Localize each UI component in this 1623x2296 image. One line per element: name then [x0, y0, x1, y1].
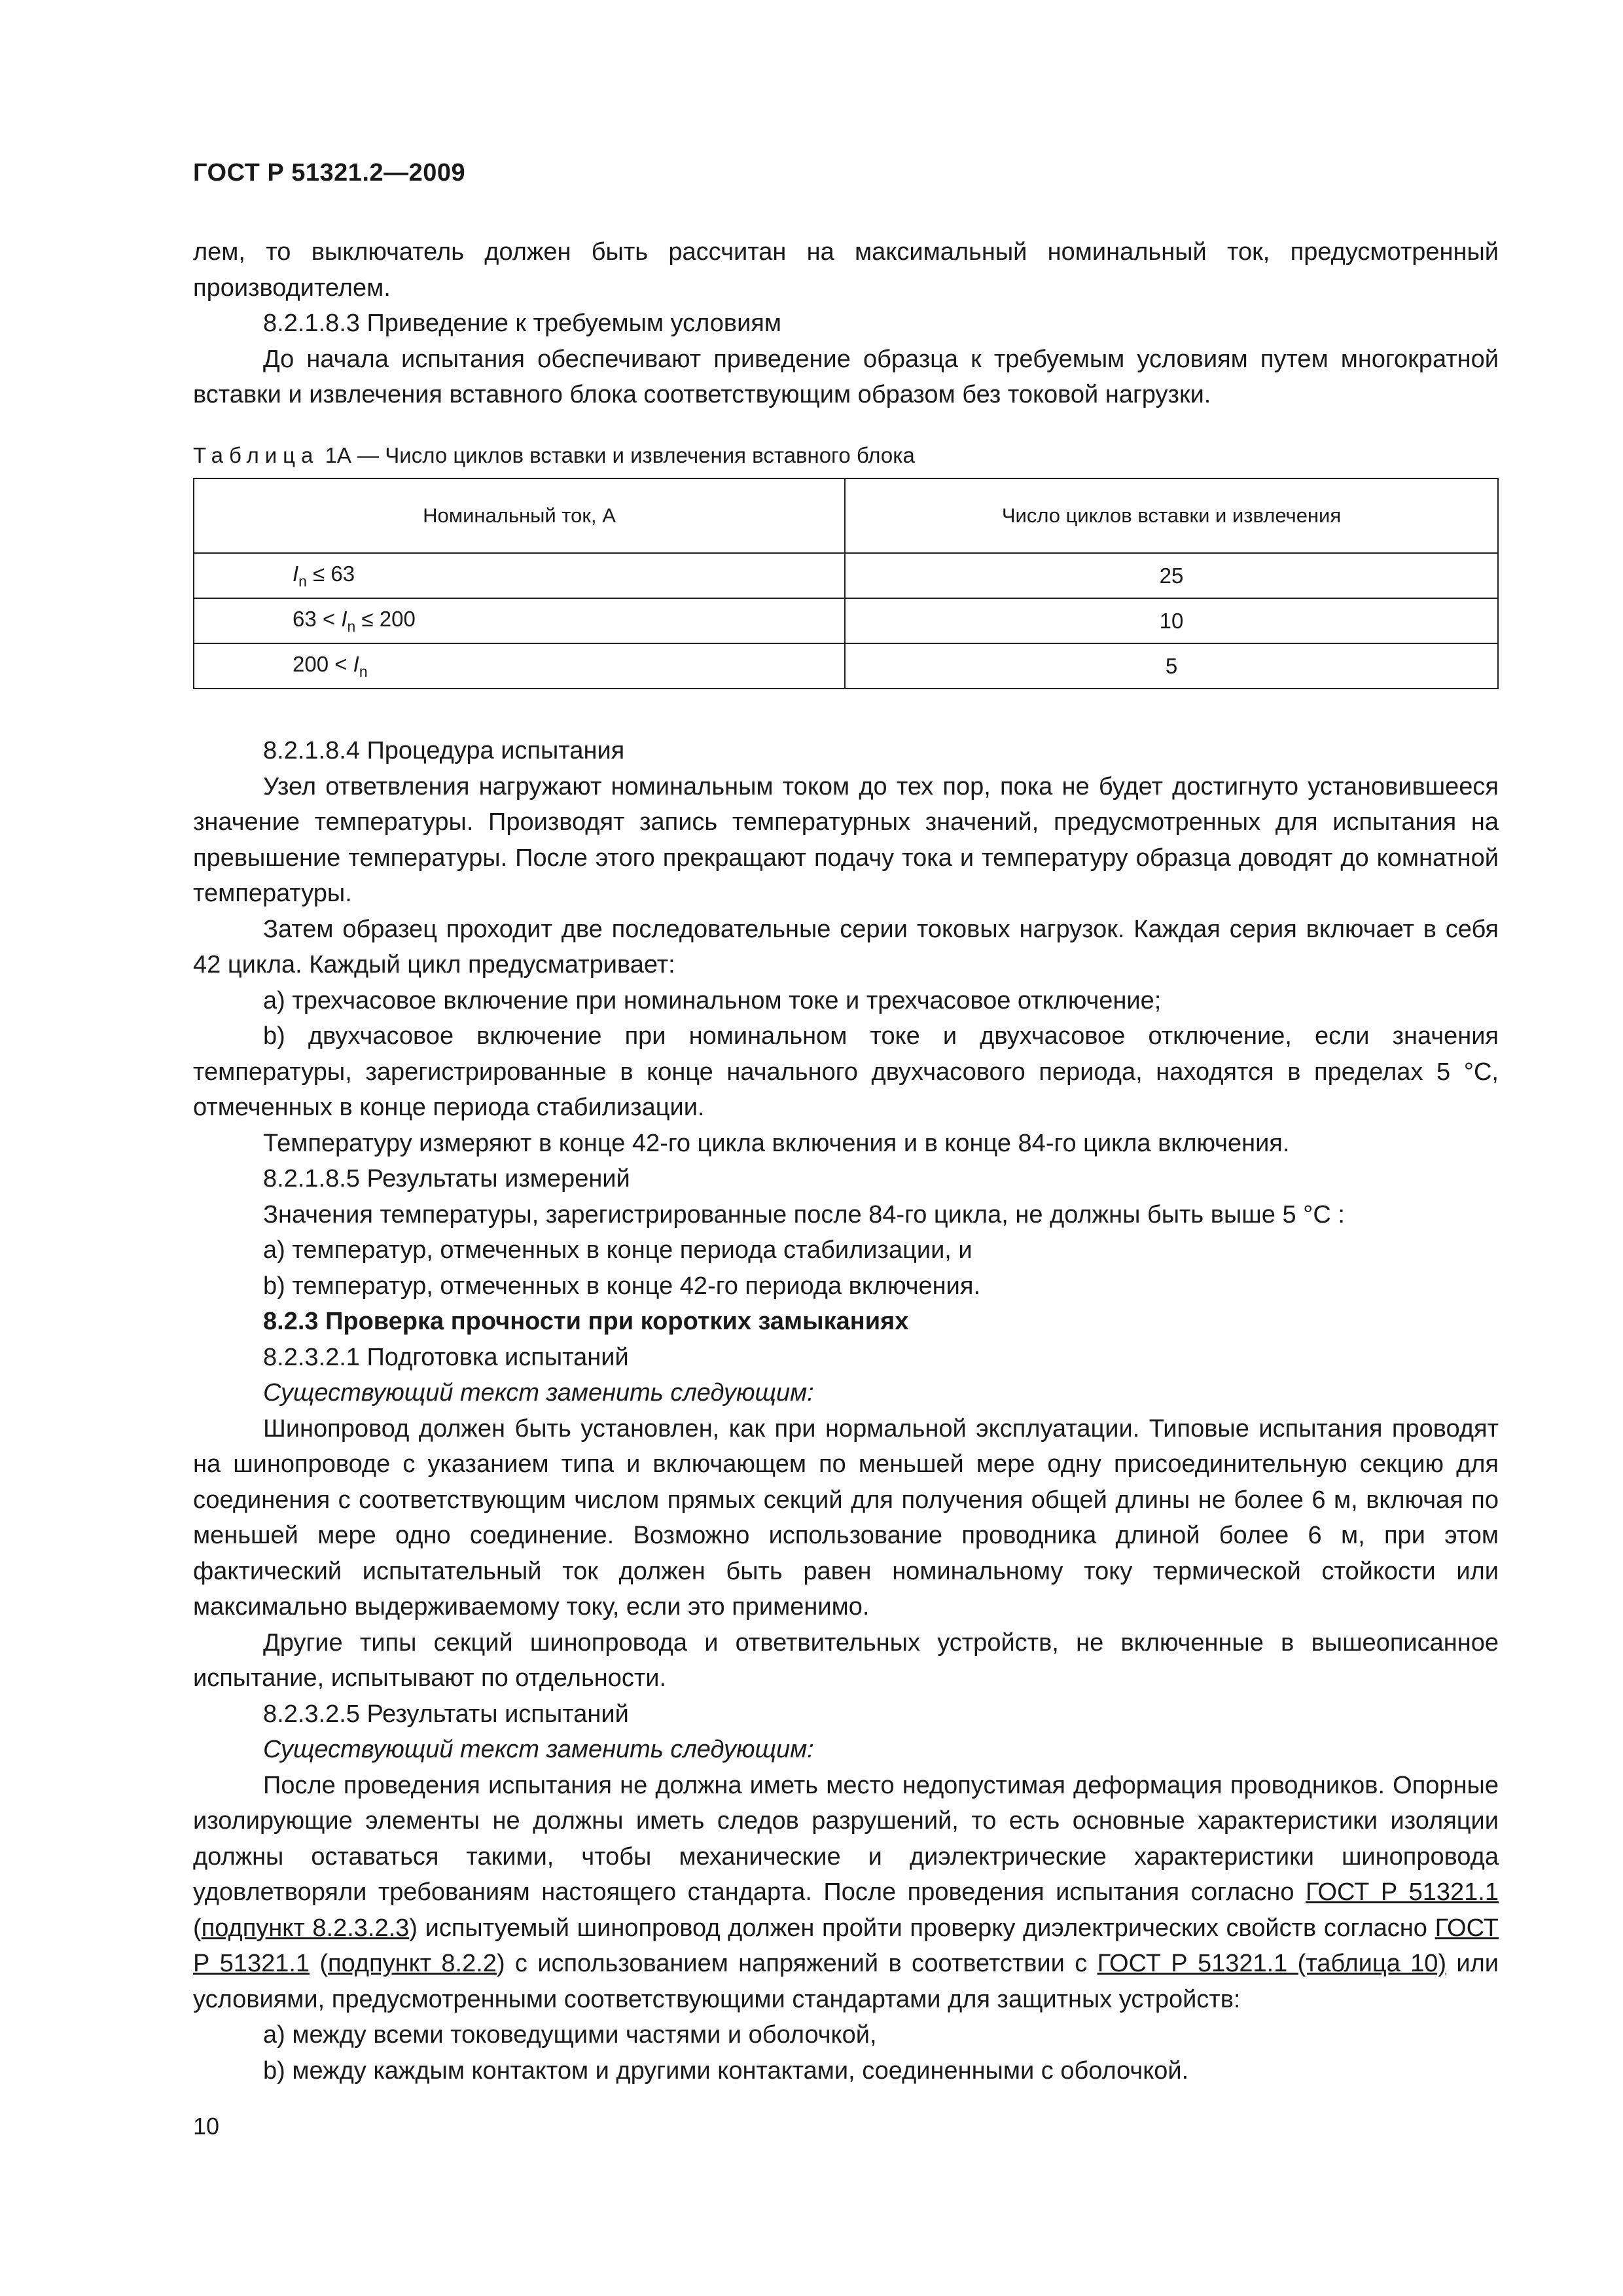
clause-heading: 8.2.1.8.4 Процедура испытания — [263, 737, 625, 764]
cycles-table — [193, 478, 1499, 689]
table-header-cell: Номинальный ток, А — [194, 478, 845, 553]
table-row — [194, 553, 1498, 598]
table-cell: $63 < I_n \le 200$ — [194, 598, 845, 643]
table-caption-title: 1А — Число циклов вставки и извлечения вставного блока — [325, 443, 915, 467]
table-cell: 25 — [845, 553, 1498, 598]
clause-heading: 8.2.3.2.1 Подготовка испытаний — [263, 1343, 629, 1371]
list-item: а) температур, отмеченных в конце периода стабилизации, и — [263, 1236, 972, 1264]
table-cell: 5 — [845, 643, 1498, 689]
paragraph: Узел ответвления нагружают номинальным током до тех пор, пока не будет достигнуто установившееся значение температуры. Производят запись температурных значений, предусмотренных для испытания на превышение температуры. После этого прекращают подачу тока и температуру образца доводят до комнатной температуры. — [193, 772, 1499, 907]
reference-link[interactable]: ГОСТ Р 51321.1 (таблица 10) — [1097, 1950, 1447, 1977]
clause-heading: 8.2.1.8.5 Результаты измерений — [263, 1165, 630, 1193]
amendment-note: Существующий текст заменить следующим: — [263, 1736, 814, 1763]
reference-link[interactable]: подпункт 8.2.2 — [328, 1950, 497, 1977]
paragraph: Другие типы секций шинопровода и ответвительных устройств, не включенные в вышеописанное испытание, испытывают по отдельности. — [193, 1628, 1499, 1692]
table-row — [194, 643, 1498, 689]
clause-heading: 8.2.3.2.5 Результаты испытаний — [263, 1700, 629, 1728]
paragraph: лем, то выключатель должен быть рассчитан на максимальный номинальный ток, предусмотренный производителем. — [193, 238, 1499, 302]
list-item: b) температур, отмеченных в конце 42-го периода включения. — [263, 1272, 981, 1300]
paragraph: Значения температуры, зарегистрированные после 84-го цикла, не должны быть выше 5 °С : — [263, 1200, 1345, 1229]
list-item: b) двухчасовое включение при номинальном токе и двухчасовое отключение, если значения температуры, зарегистрированные в конце начального двухчасового периода, находятся в пределах 5 °С, отмеченных в конце периода стабилизации. — [193, 1022, 1499, 1121]
section-heading: 8.2.3 Проверка прочности при коротких замыканиях — [263, 1308, 909, 1335]
list-item: а) между всеми токоведущими частями и оболочкой, — [263, 2021, 877, 2049]
list-item: а) трехчасовое включение при номинальном токе и трехчасовое отключение; — [263, 986, 1162, 1014]
table-header-row — [194, 478, 1498, 553]
reference-link[interactable]: ГОСТ Р 51321.1 — [1306, 1878, 1499, 1906]
table-row — [194, 598, 1498, 643]
document-header: ГОСТ Р 51321.2—2009 — [193, 159, 466, 187]
intro-text — [193, 234, 1499, 413]
paragraph: Затем образец проходит две последовательные серии токовых нагрузок. Каждая серия включает в себя 42 цикла. Каждый цикл предусматривает: — [193, 915, 1499, 978]
table-header-cell: Число циклов вставки и извлечения — [845, 478, 1498, 553]
main-text — [193, 733, 1499, 2089]
amendment-note: Существующий текст заменить следующим: — [263, 1379, 814, 1407]
paragraph: После проведения испытания не должна иметь место недопустимая деформация проводников. Опорные изолирующие элементы не должны иметь следов разрушений, то есть основные характеристики изоляции должны оставаться такими, чтобы механические и диэлектрические характеристики шинопровода удовлетворяли требованиям настоящего стандарта. После проведения испытания согласно ГОСТ Р 51321.1 (подпункт 8.2.3.2.3) испытуемый шинопровод должен пройти проверку диэлектрических свойств согласно ГОСТ Р 51321.1 (подпункт 8.2.2) с использованием напряжений в соответствии с ГОСТ Р 51321.1 (таблица 10) или условиями, предусмотренными соответствующими стандартами для защитных устройств: — [193, 1771, 1499, 2013]
list-item: b) между каждым контактом и другими контактами, соединенными с оболочкой. — [263, 2056, 1189, 2085]
clause-heading: 8.2.1.8.3 Приведение к требуемым условиям — [263, 310, 782, 337]
table-cell: $200 < I_n$ — [194, 643, 845, 689]
page-number: 10 — [193, 2113, 220, 2140]
reference-link[interactable]: подпункт 8.2.3.2.3 — [201, 1914, 410, 1942]
table-caption — [193, 443, 915, 468]
table-cell: 10 — [845, 598, 1498, 643]
paragraph: Температуру измеряют в конце 42-го цикла включения и в конце 84-го цикла включения. — [263, 1129, 1290, 1157]
paragraph: До начала испытания обеспечивают приведение образца к требуемым условиям путем многократной вставки и извлечения вставного блока соответствующим образом без токовой нагрузки. — [193, 345, 1499, 408]
table-caption-word: Таблица — [193, 443, 319, 467]
reference-link[interactable]: ГОСТ Р 51321.1 — [193, 1914, 1499, 1977]
table-cell: $I_n \le 63$ — [194, 553, 845, 598]
paragraph: Шинопровод должен быть установлен, как при нормальной эксплуатации. Типовые испытания проводят на шинопроводе с указанием типа и включающем по меньшей мере одну присоединительную секцию для соединения с соответствующим числом прямых секций для получения общей длины не более 6 м, включая по меньшей мере одно соединение. Возможно использование проводника длиной более 6 м, при этом фактический испытательный ток должен быть равен номинальному току термической стойкости или максимально выдерживаемому току, если это применимо. — [193, 1414, 1499, 1621]
